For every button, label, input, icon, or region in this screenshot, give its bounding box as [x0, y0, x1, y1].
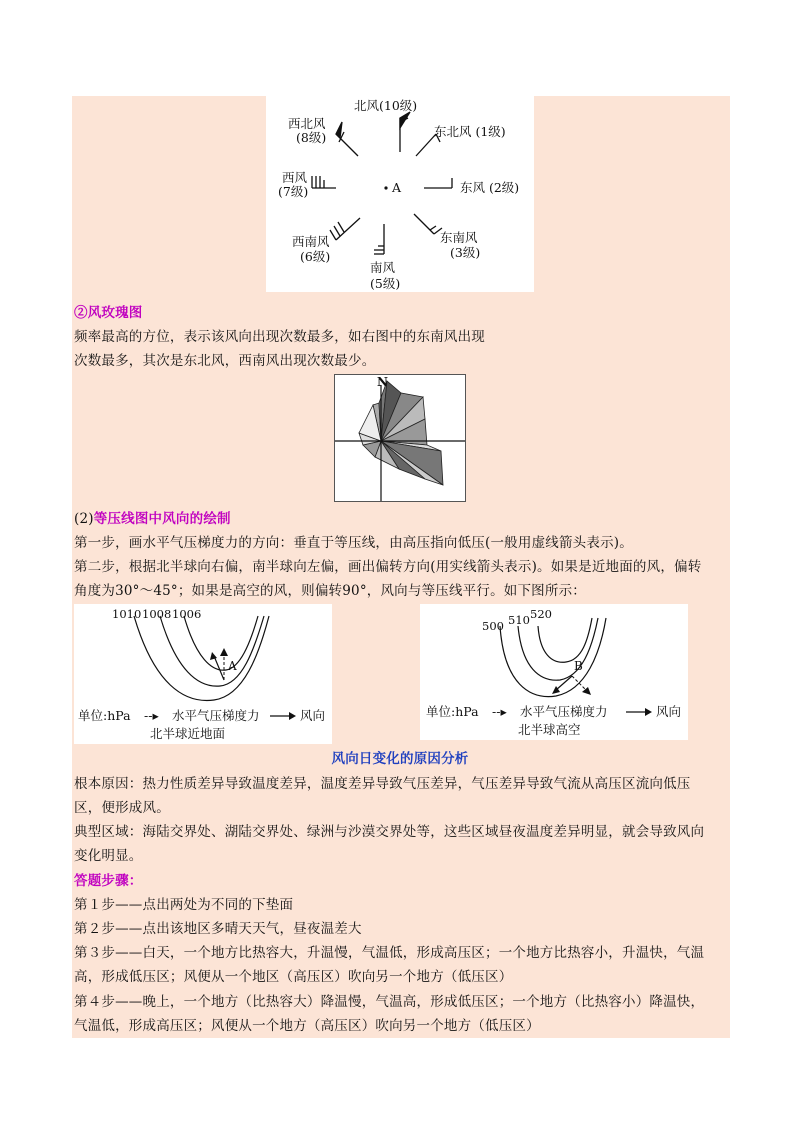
wind-legend-left: 风向: [300, 708, 326, 723]
rose-heading: ②风玫瑰图: [74, 305, 143, 321]
point-a-label: A: [228, 659, 237, 673]
west-wind-label: 西风: [282, 170, 308, 185]
isobar-diagram-left: [74, 604, 332, 744]
wind-rose-figure: [334, 374, 466, 502]
region-line2: 变化明显。: [74, 848, 143, 864]
point-b-label: B: [574, 659, 583, 673]
rose-text-line1: 频率最高的方位，表示该风向出现次数最多，如右图中的东南风出现: [74, 329, 485, 345]
isobar-diagram-right: [420, 604, 688, 740]
southwest-wind-label: 西南风: [292, 234, 330, 249]
step-4-line2: 气温低，形成高压区；风便从一个地方（高压区）吹向另一个地方（低压区）: [74, 1018, 540, 1034]
northwest-wind-label: 西北风: [288, 116, 326, 131]
isobar-step2-line1: 第二步，根据北半球向右偏，南半球向左偏，画出偏转方向(用实线箭头表示)。如果是近地面的风，偏转: [74, 559, 702, 575]
daily-change-title: 风向日变化的原因分析: [331, 751, 469, 767]
isobar-heading-prefix: (2): [74, 511, 94, 527]
southwest-wind-level: (6级): [300, 249, 331, 264]
isobar-step1: 第一步，画水平气压梯度力的方向：垂直于等压线，由高压指向低压(一般用虚线箭头表示)。: [74, 535, 633, 551]
isobar-figure-left: [74, 604, 332, 744]
isobar-label-510: 510: [508, 613, 530, 627]
isobar-510: [518, 618, 598, 680]
wind-rose-diagram: [335, 375, 465, 501]
isobar-label-1008: 1008: [142, 607, 172, 621]
southeast-wind-shaft: [414, 214, 434, 234]
step-1: 第１步——点出两处为不同的下垫面: [74, 897, 294, 913]
svg-text:--▸: --▸: [144, 708, 159, 723]
isobar-heading-text: 等压线图中风向的绘制: [93, 511, 231, 527]
wind-legend-right: 风向: [656, 704, 682, 719]
wind-symbol-figure: [266, 96, 534, 292]
unit-label-left: 单位:hPa: [78, 708, 131, 723]
steps-heading: 答题步骤：: [74, 873, 143, 889]
isobar-label-500: 500: [482, 619, 504, 633]
southeast-wind-label: 东南风: [440, 230, 478, 245]
isobar-heading: [74, 510, 231, 528]
rose-text-line2: 次数最多，其次是东北风，西南风出现次数最少。: [74, 353, 376, 369]
force-legend-left: 水平气压梯度力: [172, 708, 260, 723]
cause-line2: 区，便形成风。: [74, 800, 170, 816]
isobar-figure-right: [420, 604, 688, 740]
center-point: [384, 186, 387, 189]
isobar-520: [538, 618, 592, 662]
region-line1: 典型区域：海陆交界处、湖陆交界处、绿洲与沙漠交界处等，这些区域昼夜温度差异明显，就会导致风向: [74, 824, 705, 840]
cause-line1: 根本原因：热力性质差异导致温度差异，温度差异导致气压差异，气压差异导致气流从高压区流向低压: [74, 776, 691, 792]
north-wind-label: 北风(10级): [354, 98, 418, 113]
step-3-line2: 高，形成低压区；风便从一个地区（高压区）吹向另一个地方（低压区）: [74, 969, 513, 985]
northwest-wind-level: (8级): [296, 130, 327, 145]
west-wind-level: (7级): [278, 184, 309, 199]
southwest-wind-shaft: [336, 218, 360, 240]
caption-left: 北半球近地面: [150, 726, 226, 741]
isobar-label-1010: 1010: [112, 607, 142, 621]
east-wind-label: 东风 (2级): [460, 180, 520, 195]
wind-symbol-diagram: [266, 96, 534, 292]
force-legend-right: 水平气压梯度力: [520, 704, 608, 719]
svg-text:--▸: --▸: [492, 704, 507, 719]
southeast-wind-level: (3级): [450, 245, 481, 260]
south-wind-label: 南风: [370, 260, 396, 275]
isobar-step2-line2: 角度为30°～45°；如果是高空的风，则偏转90°，风向与等压线平行。如下图所示：: [74, 583, 586, 599]
isobar-1008: [160, 616, 264, 686]
center-label: A: [392, 180, 402, 195]
northeast-wind-shaft: [416, 134, 436, 156]
northeast-wind-label: 东北风 (1级): [434, 124, 506, 139]
south-wind-level: (5级): [370, 276, 401, 291]
caption-right: 北半球高空: [518, 722, 581, 737]
unit-label-right: 单位:hPa: [426, 704, 479, 719]
isobar-label-520: 520: [530, 607, 552, 621]
step-2: 第２步——点出该地区多晴天天气，昼夜温差大: [74, 921, 362, 937]
isobar-label-1006: 1006: [172, 607, 202, 621]
step-4-line1: 第４步——晚上，一个地方（比热容大）降温慢，气温高，形成低压区；一个地方（比热容小）降温快，: [74, 994, 705, 1010]
north-label: N: [377, 375, 388, 389]
step-3-line1: 第３步——白天，一个地方比热容大，升温慢，气温低，形成高压区；一个地方比热容小，升温快，气温: [74, 945, 705, 961]
